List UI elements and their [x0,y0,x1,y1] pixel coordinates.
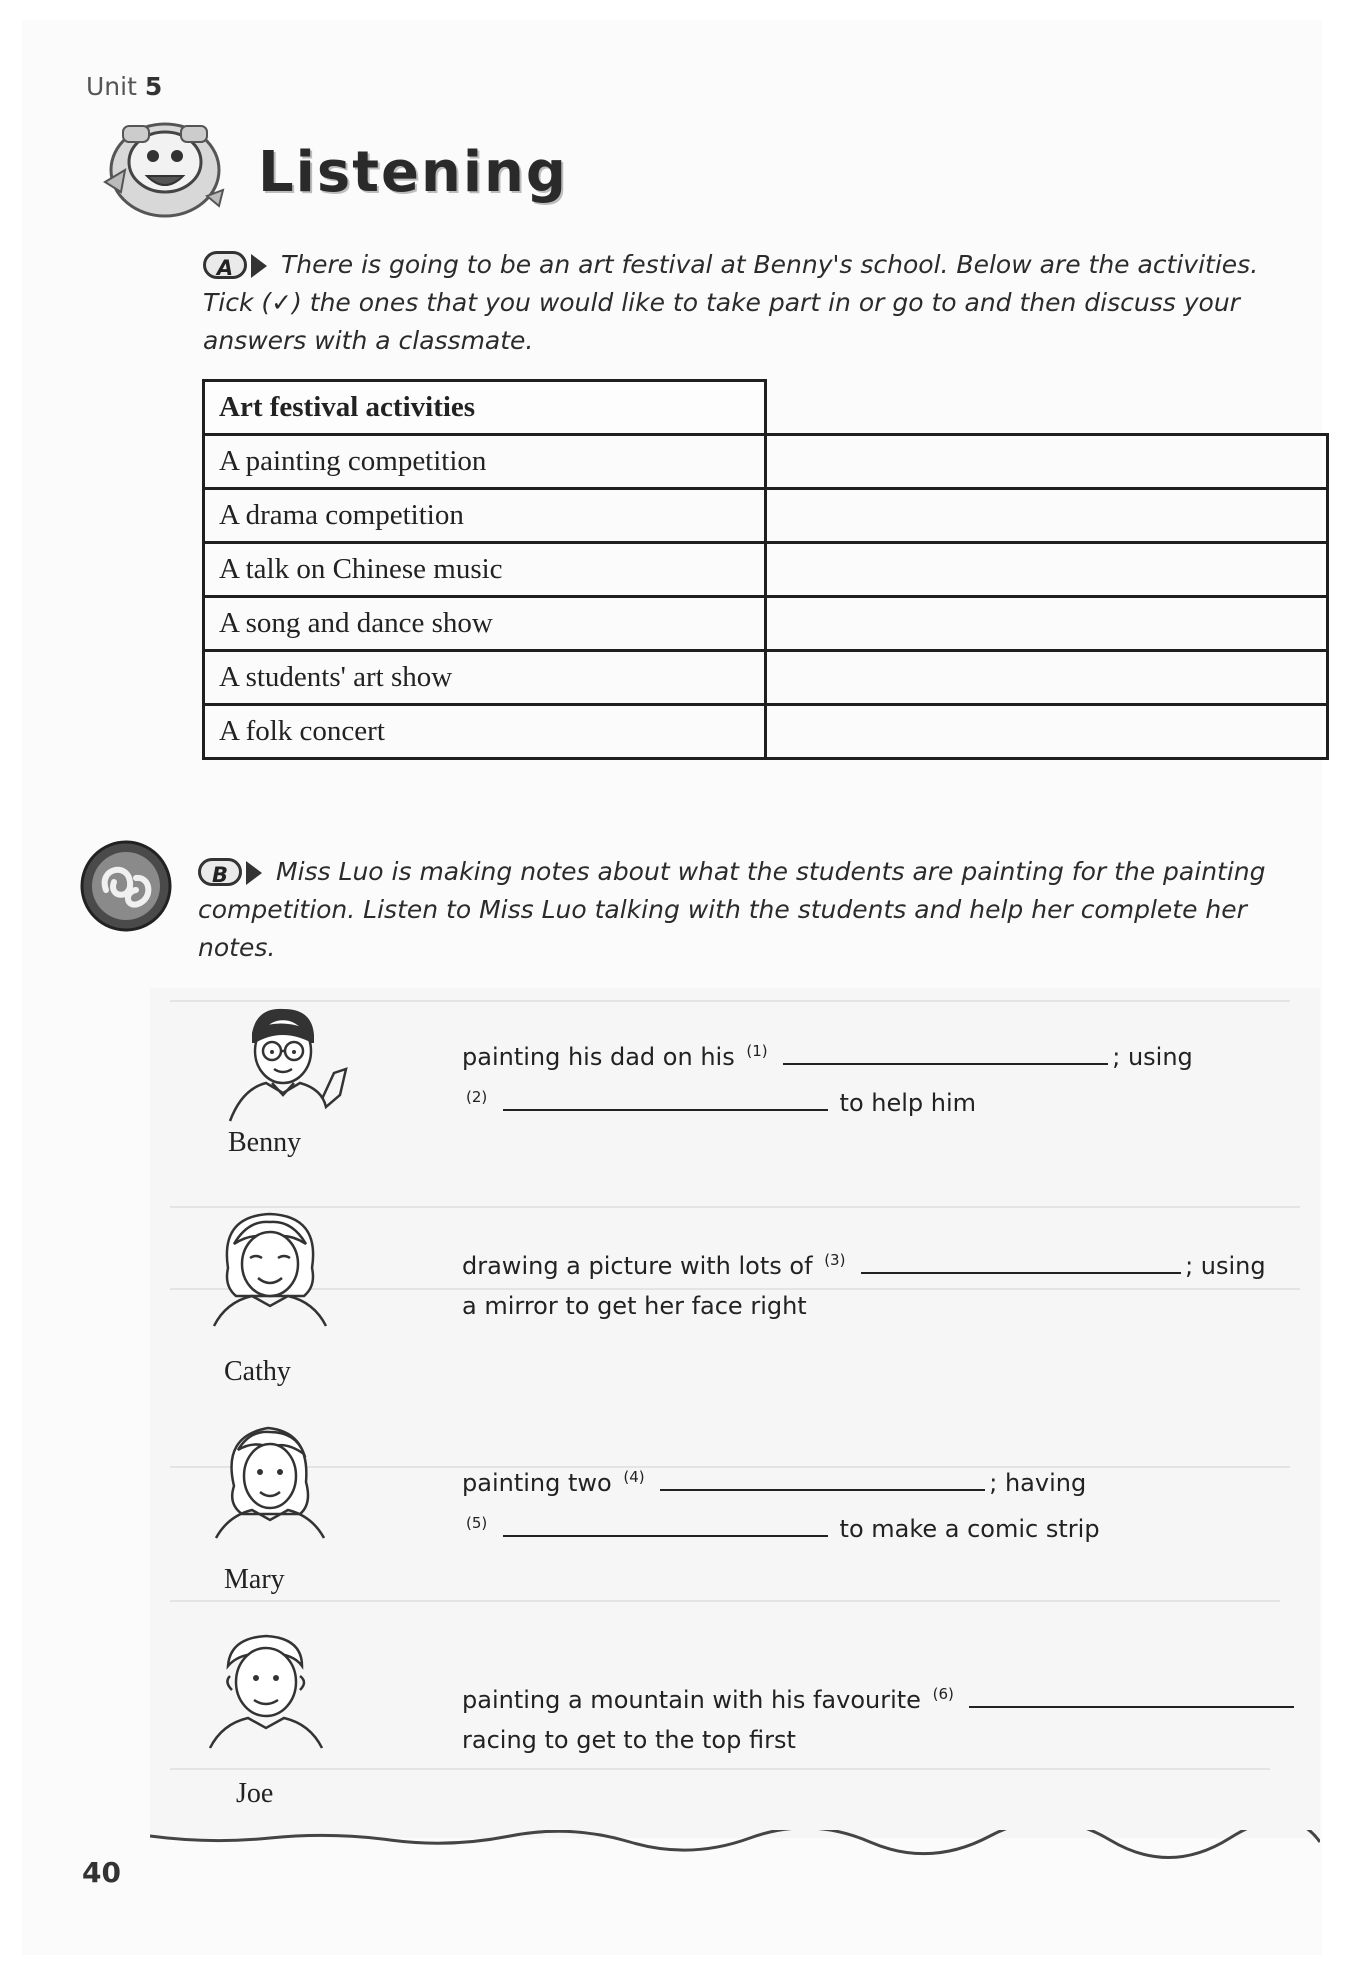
gap-number: (1) [746,1042,768,1060]
tick-box[interactable] [766,597,1328,651]
table-row [204,435,1328,489]
student-name: Joe [236,1778,274,1809]
tick-box[interactable] [766,543,1328,597]
gap-number: (3) [824,1251,846,1269]
tick-box[interactable] [766,651,1328,705]
note-text: to make a comic strip [839,1515,1100,1543]
activity-label: A talk on Chinese music [204,543,766,597]
benny-portrait-icon [222,1003,352,1123]
gap-number: (2) [466,1088,488,1106]
listening-mascot-icon [95,112,235,222]
task-b-instructions [198,853,1328,967]
unit-number: 5 [144,72,163,101]
table-row [204,489,1328,543]
note-text: a mirror to get her face right [462,1292,807,1320]
task-b-text: Miss Luo is making notes about what the students are painting for the painting competition. Listen to Miss Luo talking with the students and help her complete her notes. [198,857,1266,962]
note-text: painting two [462,1469,612,1497]
table-row [204,705,1328,759]
unit-label [86,72,162,101]
note-text: ; having [989,1469,1087,1497]
student-name: Cathy [224,1356,291,1387]
gap-number: (5) [466,1514,488,1532]
play-arrow-icon [251,254,267,278]
answer-blank-4[interactable] [660,1467,985,1491]
note-text: painting his dad on his [462,1043,735,1071]
task-a-text: There is going to be an art festival at Benny's school. Below are the activities. Tick (✓) the ones that you would like to take part in or go to and then discuss your answers with a classmate. [203,250,1259,355]
activities-table [202,379,1329,760]
tick-box[interactable] [766,489,1328,543]
table-row [204,597,1328,651]
note-text: ; using [1112,1043,1193,1071]
note-text: racing to get to the top first [462,1726,796,1754]
mary-note [462,1457,1100,1549]
cathy-portrait-icon [208,1208,338,1328]
page-number: 40 [82,1856,121,1889]
note-text: to help him [839,1089,977,1117]
play-arrow-icon [246,861,262,885]
mary-portrait-icon [208,1420,338,1540]
joe-portrait-icon [204,1630,334,1750]
activity-label: A song and dance show [204,597,766,651]
note-text: drawing a picture with lots of [462,1252,813,1280]
cathy-note [462,1240,1266,1326]
table-header-row [204,381,1328,435]
note-text: ; using [1185,1252,1266,1280]
student-name: Mary [224,1564,285,1595]
torn-paper-edge [150,1830,1320,1860]
activity-label: A students' art show [204,651,766,705]
activity-label: A drama competition [204,489,766,543]
note-text: painting a mountain with his favourite [462,1686,921,1714]
answer-blank-2[interactable] [503,1087,828,1111]
section-title: Listening [258,140,568,205]
gap-number: (4) [623,1468,645,1486]
table-row [204,543,1328,597]
table-row [204,651,1328,705]
joe-note [462,1674,1298,1760]
student-name: Benny [228,1127,302,1158]
answer-blank-3[interactable] [861,1250,1181,1274]
unit-prefix: Unit [86,72,137,101]
task-b-badge [198,857,270,889]
tick-box[interactable] [766,705,1328,759]
task-a-badge [203,250,275,282]
benny-note [462,1031,1193,1123]
tick-box[interactable] [766,435,1328,489]
activity-label: A painting competition [204,435,766,489]
answer-blank-5[interactable] [503,1513,828,1537]
answer-blank-6[interactable] [969,1684,1294,1708]
task-a-instructions [203,246,1263,360]
table-header: Art festival activities [204,381,766,435]
answer-blank-1[interactable] [783,1041,1108,1065]
gap-number: (6) [932,1685,954,1703]
task-b-letter: B [198,858,242,886]
audio-cd-icon [78,838,174,934]
table-header-blank [766,381,1328,435]
activity-label: A folk concert [204,705,766,759]
task-a-letter: A [203,251,247,279]
